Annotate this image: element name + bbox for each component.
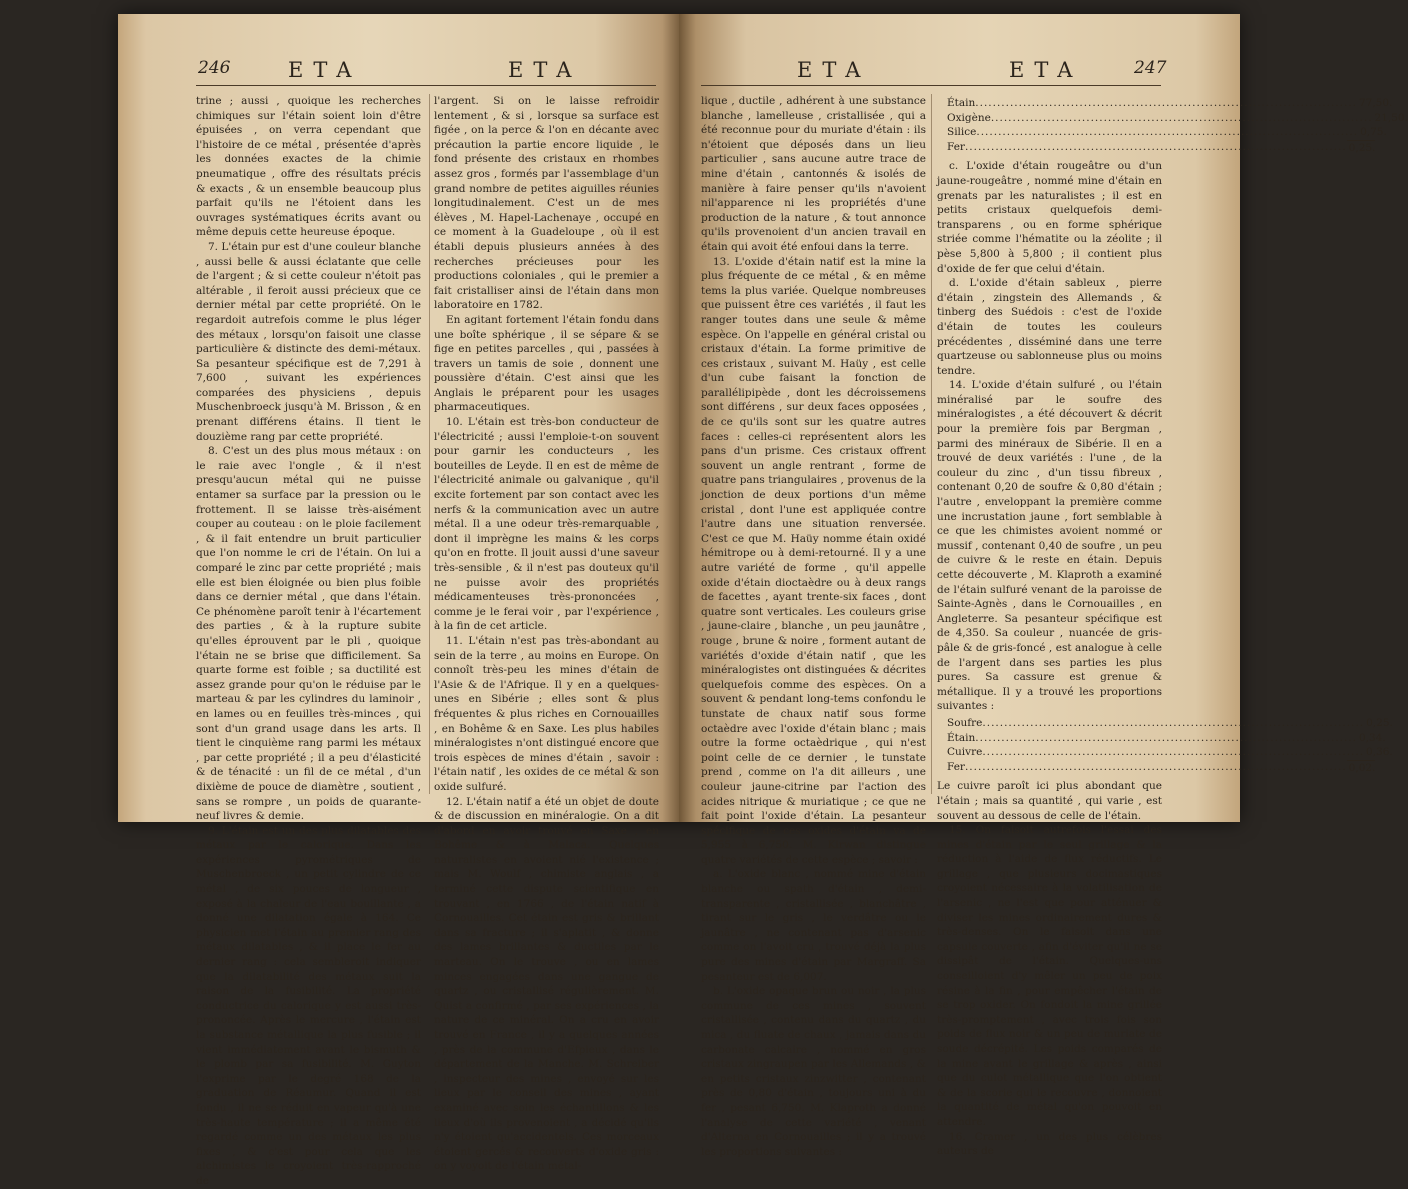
left-page-header [118, 58, 679, 86]
running-head: ETA [797, 58, 871, 82]
table-row: Silice ..... 0,75. [947, 125, 1152, 140]
text-column-2 [937, 94, 1408, 1159]
paragraph: 8. C'est un des plus mous métaux : on le raie avec l'ongle , & il n'est presqu'aucun métal qui ne puisse entamer sa surface par la pression ou le frottement. Il se laisse très-aisément couper au couteau : on le ploie facilement , & il fait entendre un bruit particulier que l'on nomme le cri de l'étain. On lui a comparé le zinc par cette propriété ; mais elle est bien éloignée ou bien plus foible dans ce dernier métal , que dans l'étain. Ce phénomène paroît tenir à l'écartement des parties , & à la rupture subite qu'elles éprouvent par le pli , quoique l'étain ne se brise que difficilement. Sa quarte forme est foible ; sa ductilité est assez grande pour qu'on le réduise par le marteau & par les cylindres du laminoir , en lames ou en feuilles très-minces , qui sont d'un grand usage dans les arts. Il tient le cinquième rang parmi les métaux , par cette propriété ; il a peu d'élasticité & de ténacité : un fil de ce métal , d'un dixième de pouce de diamètre , soutient , sans se rompre , un poids de quarante-neuf livres & demie. [196, 445, 421, 823]
page-number: 247 [1134, 58, 1167, 78]
paragraph: 11. L'étain n'est pas très-abondant au sein de la terre , au moins en Europe. On connoît très-peu les mines d'étain de l'Asie & de l'Afrique. Il y en a quelques-unes en Sibérie ; elles sont & plus fréquentes & plus riches en Cornouailles , en Bohême & en Saxe. Les plus habiles minéralogistes n'ont distingué encore que trois espèces de mines d'étain , savoir : l'étain natif , les oxides de ce métal & son oxide sulfuré. [434, 634, 659, 793]
running-head: ETA [288, 58, 362, 82]
paragraph: 14. L'oxide d'étain sulfuré , ou l'étain minéralisé par le soufre des minéralogistes , a été découvert & décrit pour la première fois par Bergman , parmi des minéraux de Sibérie. Il en a trouvé de deux variétés : l'une , de la couleur du zinc , d'un tissu fibreux , contenant 0,20 de soufre & 0,80 d'étain ; l'autre , enveloppant la première comme une incrustation jaune , fort semblable à ce que les chimistes avoient nommé or mussif , contenant 0,40 de soufre , un peu de cuivre & le reste en étain. Depuis cette découverte , M. Klaproth a examiné de l'étain sulfuré venant de la paroisse de Sainte-Agnès , dans le Cornouailles , en Angleterre. Sa pesanteur spécifique est de 4,350. Sa couleur , nuancée de gris-pâle & de gris-foncé , est analogue à celle de l'argent dans ses parties les plus pures. Sa cassure est grenue & métallique. Il y a trouvé les proportions suivantes : [937, 379, 1162, 713]
paragraph: 7. L'étain pur est d'une couleur blanche , aussi belle & aussi éclatante que celle de l'argent ; & si cette couleur n'étoit pas altérable , il feroit aussi précieux que ce dernier métal par cette propriété. On le regardoit autrefois comme le plus léger des métaux , lorsqu'on faisoit une classe particulière & distincte des demi-métaux. Sa pesanteur spécifique est de 7,291 à 7,600 , suivant les expériences comparées des physiciens , depuis Muschenbroeck jusqu'à M. Brisson , & en prenant différens étains. Il tient le douzième rang par cette propriété. [196, 240, 421, 443]
paragraph: 15. On faisoit autrefois l'essai des mines d'étain par le seul grillage & la réduction à l'aide de flux réductifs. Le grillage , que plusieurs docimastiques croyoient nécessaire à la volatilisation de l'arsenic , ne l'est que pour atténuer & diviser les mines ordinairement dures & très-denses. On le faisoit dans une capsule couverte , afin d'éviter qu'il ne se dissipât de l'étain. Quelques-uns conseilloient d'y mêler un peu de poix résine à la fin , pour empêcher l'étain de se trop oxider. On fondoit la mine grillée très-promptement , avec trois fois son poids de flux noir & un peu de muriate de soude décrépité. Les poids comparés de la mine avant le grillage & après , ainsi que du culot métallique que l'on obtient & de la scorie qui le recouvre , donnoient la quantité de métal qu'on pouvoit en attendre. [937, 824, 1162, 1128]
paragraph: a. L'oxide blanc , nommé mine d'étain blanche ou spath d'étain , demi-transparente , cristallisée , blanchâtre , tirant sur le gris , le verdâtre ou le jaunâtre , ne contenant pas d'arsenic comme on l'avoit cru , trouvé déjà la plus pure des mines d'étain par Margraff. Sa pesanteur est de 6,007. [701, 868, 926, 983]
right-page-header [679, 58, 1240, 86]
paragraph: lique , ductile , adhérent à une substance blanche , lamelleuse , cristallisée , qui a été reconnue pour du muriate d'étain : ils n'étoient que déposés dans un lieu particulier , sans aucune autre trace de mine d'étain , cantonnés & isolés de manière à faire penser qu'ils n'avoient nil'apparence ni les propriétés d'une production de la nature , & tout annonce qu'ils provenoient d'un ancien travail en étain qui avoit été enfoui dans la terre. [701, 95, 926, 253]
paragraph: En agitant fortement l'étain fondu dans une boîte sphérique , il se sépare & se fige en petites parcelles , qui , passées à travers un tamis de soie , donnent une poussière d'étain. C'est ainsi que les Anglais le préparent pour les usages pharmaceutiques. [434, 313, 659, 414]
text-column-1 [701, 94, 926, 1159]
paragraph: 12. L'étain natif a été un objet de doute & de discussion en minéralogie. On a dit d'abord en avoir trouvé en Saxe , en Bohême & à Malaca. Quelques naturalistes en avoient nié l'existence ; mais M. Woulf , chimiste anglais , a terminé cette dispute scientifique en trouvant , en 1766 , de l'étain natif à Cornouailles. Cet étain est gris & brillant dans sa fracture ; il s'aplatit , & donne des lames brillantes & ductiles par le marteau. On le trouve , ou en lames minces engagées dans une gangue de quartz , ou cristallisé régulièrement. M. Quist a confirmé , par ses expériences , la nature de ce minéral. On a cru en avoir trouvé en France , il y a quelques années , près de la commune d'Efpieux , dans le département de la Manche. M. Schreiber , inspecteur des mines , envoyé sur les lieux par le conseil des mines , ayant examiné avec soin les échantillons & les lieux d'où ils provenoient , a décidé qu'ils n'y étoient qu'accidentels. Ces morceaux étoient gercés & recouverts d'oxide gris : on y voyoit de l'étain métal- [434, 795, 659, 1173]
table-row: Fer ..... 0,02. [947, 760, 1152, 776]
paragraph: 9. L'étain est un des plus dilatables des métaux par le calorique. Dans les expériences pyrométriques de Muschenbroeck , un petit cylindre de ce métal , de six pouces de longueur , exposé à la chaleur de l'eau bouillante , a donné une dilatation égale à 164. Ce physicien met l'étain au premier rang des métaux dilatables , & il place le fer au dernier rang : cela sembleroit indiquer que la dilatabilité des métaux suit la raison de la fusibilité. La propriété conductrice du calorique y est aussi très-prononcée. Après le mercure , l'étain est la substance métallique la plus fusible ; il vient immédiatement avant le bismuth & le plomb par sa fusibilité. M. Guyton l'exprime par le degré 168 de la graduation de Réaumur. Quand il est fondu , il ne se réduit en vapeur qu'à une très-haute température ; il a même été regardé comme un des métaux les plus fixes , & c'est pour cela que les alchimistes le croyoient très-rapproché de [196, 824, 421, 1187]
column-divider [931, 94, 932, 794]
paragraph: 16. Cramer , un des plus célèbres auteurs de [937, 1130, 1162, 1158]
header-rule [196, 85, 656, 86]
composition-table-1 [947, 96, 1408, 155]
running-head: ETA [508, 58, 582, 82]
text-column-1 [196, 94, 421, 1189]
table-row: Oxigène ..... 21,50. [947, 111, 1152, 126]
page-number: 246 [198, 58, 231, 78]
paragraph: 13. L'oxide d'étain natif est la mine la plus fréquente de ce métal , & en même tems la plus variée. Quelque nombreuses que puissent être ces variétés , il faut les ranger toutes dans une seule & même espèce. On l'appelle en général cristal ou cristaux d'étain. La forme primitive de ces cristaux , suivant M. Haüy , est celle d'un cube faisant la fonction de parallélipipède , dont les décroissemens sont différens , sur deux faces opposées , de ce qu'ils sont sur les quatre autres faces : celles-ci représentent alors les pans d'un prisme. Ces cristaux offrent souvent un angle rentrant , forme de quatre pans triangulaires , provenus de la jonction de deux portions d'un même cristal , dont l'une est appliquée contre l'autre dans une situation renversée. C'est ce que M. Haüy nomme étain oxidé hémitrope ou à demi-retourné. Il y a une autre variété de forme , qu'il appelle oxide d'étain dioctaèdre ou à deux rangs de facettes , ayant trente-six faces , dont quatre sont verticales. Les couleurs grise , jaune-claire , blanche , un peu jaunâtre , rouge , brune & noire , forment autant de variétés d'oxide d'étain natif , que les minéralogistes ont distinguées & décrites quelquefois comme des espèces. On a souvent & pendant long-tems confondu le tunstate de chaux natif sous forme octaèdre avec l'oxide d'étain blanc ; mais outre la forme octaèdrique , qui n'est point celle de ce dernier , le tunstate prend , comme on l'a dit ailleurs , une couleur jaune-citrine par l'action des acides nitrique & muriatique ; ce que ne fait point l'oxide d'étain. La pesanteur spécifique de ces oxides d'étain va de 5,955 à 6,750. M. Kirwan distingue quatre variétés de cette espèce ; savoir : [701, 255, 926, 866]
table-row: Soufre ..... 0,25. [947, 716, 1152, 731]
table-row: Étain ..... 0,34. [947, 731, 1152, 746]
right-page [679, 14, 1408, 1158]
paragraph: 10. L'étain est très-bon conducteur de l'électricité ; aussi l'emploie-t-on souvent pour garnir les conducteurs , les bouteilles de Leyde. Il en est de même de l'électricité animale ou galvanique , qu'il excite fortement par son contact avec les nerfs & la communication avec un autre métal. Il a une odeur très-remarquable , dont il imprègne les mains & les corps qu'on en frotte. Il jouit aussi d'une saveur très-sensible , & il n'est pas douteux qu'il ne puisse avoir des propriétés médicamenteuses très-prononcées , comme je le ferai voir , par l'expérience , à la fin de cet article. [434, 416, 659, 633]
left-page [118, 14, 679, 1187]
paragraph: Le cuivre paroît ici plus abondant que l'étain ; mais sa quantité , qui varie , est souvent au dessous de celle de l'étain. [937, 780, 1162, 822]
open-book [118, 14, 1408, 1187]
paragraph: c. L'oxide d'étain rougeâtre ou d'un jaune-rougeâtre , nommé mine d'étain en grenats par les naturalistes ; il est en petits cristaux quelquefois demi-transparens , ou en forme sphérique striée comme l'hématite ou la zéolite ; il pèse 5,800 à 5,800 ; il contient plus d'oxide de fer que celui d'étain. [937, 160, 1162, 275]
paragraph: trine ; aussi , quoique les recherches chimiques sur l'étain soient loin d'être épuisées , on verra cependant que l'histoire de ce métal , présentée d'après les données exactes de la chimie pneumatique , offre des résultats précis & exacts , & un ensemble beaucoup plus parfait qu'ils ne l'étoient dans les ouvrages systématiques écrits avant ou même depuis cette heureuse époque. [196, 95, 421, 239]
header-rule [701, 85, 1161, 86]
table-row: Fer ..... 0,25. [947, 140, 1152, 156]
column-divider [429, 94, 430, 794]
table-row: Cuivre ..... 0,36. [947, 745, 1152, 760]
running-head: ETA [1009, 58, 1083, 82]
composition-table-2 [947, 716, 1393, 775]
paragraph: d. L'oxide d'étain sableux , pierre d'étain , zingstein des Allemands , & tinberg des Suédois : c'est de l'oxide d'étain de toutes les couleurs précédentes , disséminé dans une terre quartzeuse ou sablonneuse plus ou moins tendre. [937, 277, 1162, 377]
paragraph: l'argent. Si on le laisse refroidir lentement , & si , lorsque sa surface est figée , on la perce & l'on en décante avec précaution la partie encore liquide , le fond présente des cristaux en rhombes assez gros , formés par l'assemblage d'un grand nombre de petites aiguilles réunies longitudinalement. C'est un de mes élèves , M. Hapel-Lachenaye , occupé en ce moment à la Guadeloupe , où il est établi depuis plusieurs années à des recherches précieuses pour les productions coloniales , qui le premier a fait cristalliser ainsi de l'étain dans mon laboratoire en 1782. [434, 95, 659, 312]
table-row: Étain ..... 77,50. [947, 96, 1152, 111]
text-column-2 [434, 94, 659, 1174]
paragraph: b. L'oxide opaque brun ou noir , la plus commune de ces mines , souvent cristallisée , contenu dans du quartz , du mica , du fluate de chaux , jamais dans du carbonate calcaire , nommé en gros cristaux zingraupen par les Allemands , & en petits cristaux zinzwitter , contenant près de 0,80 d'étain , toujours uni à du fer , pesant 6,750. M. Klaproth a donné l'analyse de cette variété , venant d'Alterna en Cornouailles ; il y a trouvé les proportions suivantes : [701, 985, 926, 1158]
